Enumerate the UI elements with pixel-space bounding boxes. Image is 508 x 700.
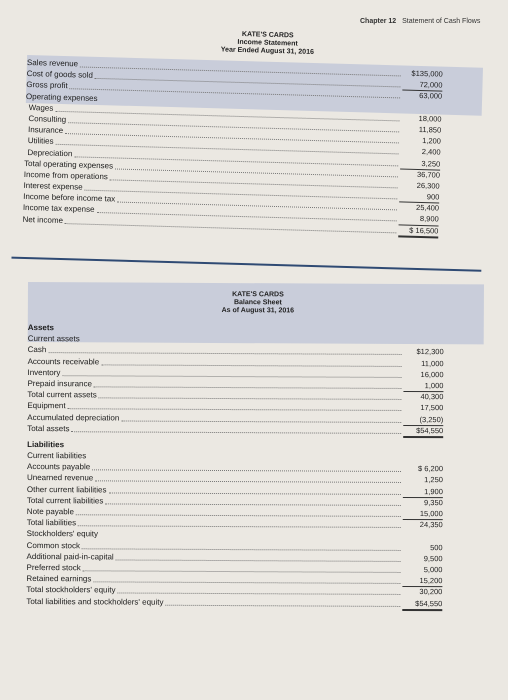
row-label: Unearned revenue <box>26 473 94 483</box>
row-value: 9,350 <box>424 497 443 507</box>
row-label: Total current liabilities <box>26 495 104 506</box>
statement-name: Income Statement <box>237 38 298 48</box>
row-value: 72,000 <box>402 79 442 92</box>
balance-sheet-title <box>178 291 338 316</box>
statement-date: As of August 31, 2016 <box>221 307 295 315</box>
row-label: Accounts payable <box>27 462 91 472</box>
row-value: 15,000 <box>403 508 443 520</box>
row-value: 900 <box>399 191 439 204</box>
dot-leader <box>64 223 396 233</box>
dot-leader <box>76 514 401 517</box>
row-label: Income tax expense <box>22 203 95 215</box>
chapter-header <box>360 18 480 25</box>
row-label: Cash <box>27 345 47 355</box>
row-value: 15,200 <box>402 575 442 587</box>
row-value: $54,550 <box>402 597 442 610</box>
row-label: Assets <box>27 322 55 333</box>
dot-leader <box>165 604 400 606</box>
row-value: 40,300 <box>420 392 444 402</box>
row-label: Sales revenue <box>26 57 79 69</box>
row-label: Note payable <box>26 506 74 517</box>
balance-sheet <box>26 282 484 699</box>
row-label: Preferred stock <box>26 562 81 573</box>
row-label: Total liabilities and stockholders' equity <box>26 596 164 607</box>
row-label: Insurance <box>27 125 64 136</box>
row-value: 9,500 <box>423 553 443 563</box>
row-value: 1,000 <box>403 380 443 392</box>
row-label: Retained earnings <box>26 574 92 584</box>
row-value: $135,000 <box>411 68 443 79</box>
row-label: Wages <box>28 102 54 113</box>
dot-leader <box>121 420 401 422</box>
row-value: 24,350 <box>419 520 443 530</box>
dot-leader <box>95 481 401 484</box>
row-value: 500 <box>430 542 443 552</box>
dot-leader <box>82 570 400 573</box>
row-label: Utilities <box>27 136 54 147</box>
chapter-number: Chapter 12 <box>360 18 397 25</box>
row-label: Total liabilities <box>26 518 77 528</box>
statement-period: Year Ended August 31, 2016 <box>220 46 315 56</box>
dot-leader <box>102 364 402 367</box>
row-value: $54,550 <box>403 425 443 438</box>
row-label: Additional paid-in-capital <box>26 551 114 562</box>
row-label: Prepaid insurance <box>27 378 92 389</box>
dot-leader <box>93 581 400 584</box>
row-label: Stockholders' equity <box>26 529 99 539</box>
dot-leader <box>117 593 400 595</box>
company-name: KATE'S CARDS <box>241 30 294 40</box>
row-label: Net income <box>22 214 64 225</box>
row-label: Total operating expenses <box>24 158 114 171</box>
row-value: 30,200 <box>419 587 443 597</box>
row-value: (3,250) <box>403 413 443 425</box>
row-value <box>402 101 442 102</box>
dot-leader <box>116 559 401 561</box>
chapter-title: Statement of Cash Flows <box>402 18 481 25</box>
row-label: Cost of goods sold <box>26 69 94 81</box>
row-value: 1,250 <box>424 475 443 485</box>
company-name: KATE'S CARDS <box>232 291 284 299</box>
dot-leader <box>93 386 401 389</box>
row-value: $ 16,500 <box>398 224 438 238</box>
dot-leader <box>98 397 401 400</box>
dot-leader <box>82 548 401 551</box>
row-label: Gross profit <box>26 80 68 91</box>
income-statement-rows <box>22 57 483 237</box>
dot-leader <box>78 525 401 528</box>
income-statement-title <box>197 30 338 58</box>
row-value: $ 6,200 <box>417 464 444 474</box>
row-label: Equipment <box>27 401 66 411</box>
row-label: Other current liabilities <box>26 484 107 495</box>
row-value: 1,900 <box>403 486 443 498</box>
row-value: 26,300 <box>416 180 440 191</box>
row-label: Total assets <box>27 423 70 433</box>
dot-leader <box>63 375 402 378</box>
statement-name: Balance Sheet <box>233 299 282 307</box>
balance-sheet-rows <box>26 322 483 609</box>
row-label: Total stockholders' equity <box>26 585 116 595</box>
row-value: 1,200 <box>422 136 442 146</box>
row-value: 17,500 <box>420 403 444 413</box>
section-divider <box>11 257 481 272</box>
row-label: Interest expense <box>23 181 83 192</box>
row-label: Income from operations <box>23 169 108 182</box>
row-label: Operating expenses <box>25 91 98 103</box>
row-label: Common stock <box>26 540 81 550</box>
income-statement <box>21 25 484 278</box>
dot-leader <box>109 492 401 495</box>
row-value: 2,400 <box>421 147 441 157</box>
dot-leader <box>92 470 401 473</box>
row-label: Current liabilities <box>27 451 87 461</box>
row-value: 63,000 <box>419 91 443 101</box>
row-value: 11,000 <box>421 358 444 368</box>
row-value: 8,900 <box>399 213 439 226</box>
row-label: Total current assets <box>27 390 97 400</box>
row-value: 18,000 <box>418 113 442 124</box>
row-label: Consulting <box>28 113 67 125</box>
row-value: 11,850 <box>418 124 442 135</box>
row-label: Accounts receivable <box>27 356 100 366</box>
row-value: 16,000 <box>420 369 444 379</box>
statement-row <box>26 595 482 609</box>
dot-leader <box>67 409 401 412</box>
row-value: 5,000 <box>423 565 443 575</box>
dot-leader <box>105 503 401 506</box>
dot-leader <box>71 431 401 434</box>
row-label: Accumulated depreciation <box>27 412 120 422</box>
row-value: 3,250 <box>400 157 440 170</box>
row-label: Inventory <box>27 367 61 377</box>
row-value: $12,300 <box>416 347 444 357</box>
row-value: 25,400 <box>415 203 440 213</box>
row-label: Income before income tax <box>23 192 116 204</box>
row-label: Liabilities <box>27 439 65 450</box>
row-label: Current assets <box>27 334 80 344</box>
dot-leader <box>49 352 402 355</box>
row-label: Depreciation <box>27 147 73 158</box>
row-value: 36,700 <box>416 169 441 180</box>
